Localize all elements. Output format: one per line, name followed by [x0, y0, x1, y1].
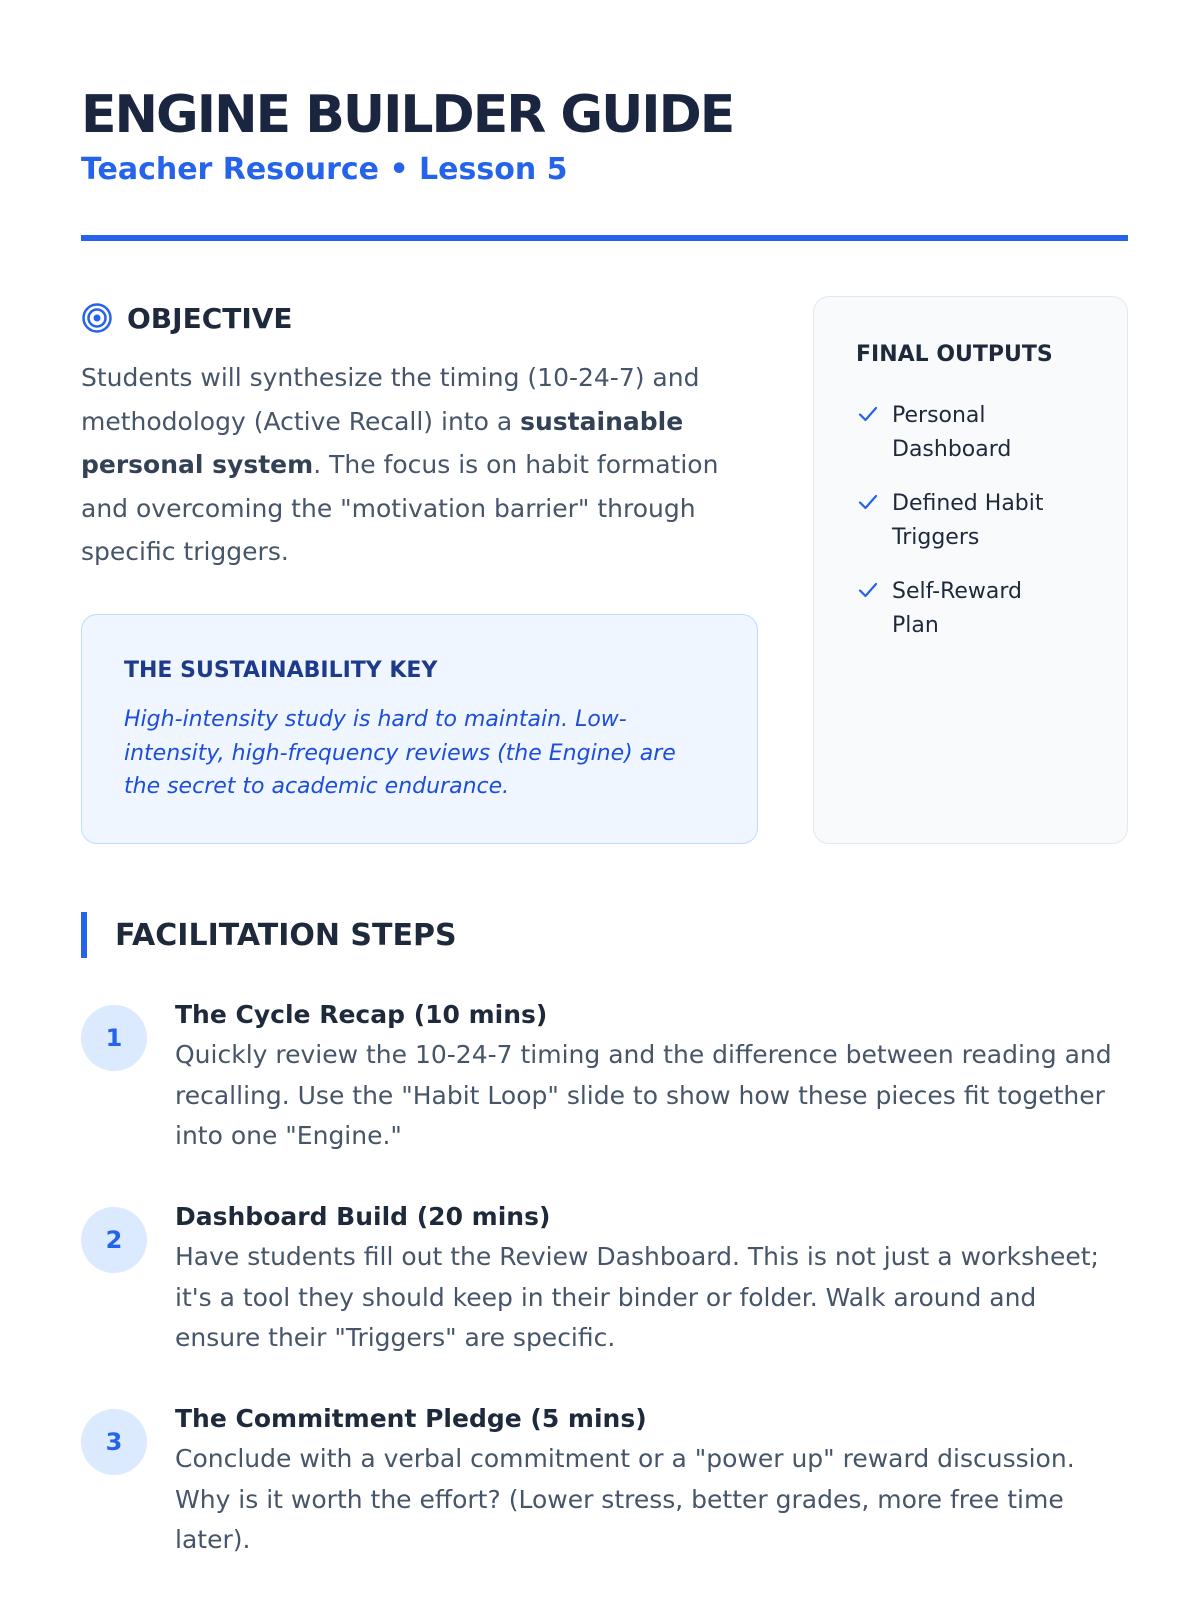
step-text: Have students fill out the Review Dashboard. This is not just a worksheet; it's a tool they should keep in their binder or folder. Walk around and ensure their "Triggers" are specific.	[175, 1242, 1099, 1352]
objective-text-part1: Students will synthesize the timing (10-24-7) and methodology (Active Recall) into a	[81, 363, 700, 436]
final-outputs-panel	[813, 296, 1128, 844]
objective-text	[81, 356, 731, 574]
facilitation-heading	[81, 912, 457, 958]
page-subtitle: Teacher Resource • Lesson 5	[81, 152, 568, 187]
sustainability-key-title: THE SUSTAINABILITY KEY	[124, 658, 438, 683]
sustainability-key-callout	[81, 614, 758, 844]
final-outputs-title: FINAL OUTPUTS	[856, 342, 1053, 367]
output-item-label: Personal Dashboard	[892, 403, 1012, 462]
step-text: Conclude with a verbal commitment or a "power up" reward discussion. Why is it worth the effort? (Lower stress, better grades, more free time later).	[175, 1444, 1075, 1554]
step-number-badge: 1	[81, 1005, 147, 1071]
step-body	[175, 1399, 1128, 1561]
page-title: ENGINE BUILDER GUIDE	[81, 85, 734, 145]
step-number-badge: 2	[81, 1207, 147, 1273]
facilitation-title: FACILITATION STEPS	[115, 917, 457, 953]
objective-text-part2: . The focus is on habit formation and overcoming the "motivation barrier" through specific triggers.	[81, 450, 719, 566]
output-item-label: Defined Habit Triggers	[892, 491, 1044, 550]
check-icon	[856, 578, 880, 602]
header-divider	[81, 235, 1128, 241]
step-body	[175, 995, 1128, 1157]
sustainability-key-text: High-intensity study is hard to maintain. Low-intensity, high-frequency reviews (the Engine) are the secret to academic endurance.	[124, 707, 676, 799]
target-icon	[81, 302, 113, 334]
step-title: The Commitment Pledge (5 mins)	[175, 1404, 647, 1433]
objective-title: OBJECTIVE	[127, 301, 293, 335]
objective-text-bold: sustainable personal system	[81, 406, 684, 479]
step-title: Dashboard Build (20 mins)	[175, 1202, 551, 1231]
step-number-badge: 3	[81, 1409, 147, 1475]
step-text: Quickly review the 10-24-7 timing and the difference between reading and recalling. Use the "Habit Loop" slide to show how these pieces fit together into one "Engine."	[175, 1040, 1112, 1150]
section-accent-bar	[81, 912, 87, 958]
output-item	[856, 487, 1097, 555]
step-body	[175, 1197, 1128, 1359]
objective-heading	[81, 300, 293, 336]
check-icon	[856, 490, 880, 514]
output-item-label: Self-Reward Plan	[892, 579, 1023, 638]
step-title: The Cycle Recap (10 mins)	[175, 1000, 548, 1029]
output-item	[856, 575, 1097, 643]
check-icon	[856, 402, 880, 426]
output-item	[856, 399, 1097, 467]
